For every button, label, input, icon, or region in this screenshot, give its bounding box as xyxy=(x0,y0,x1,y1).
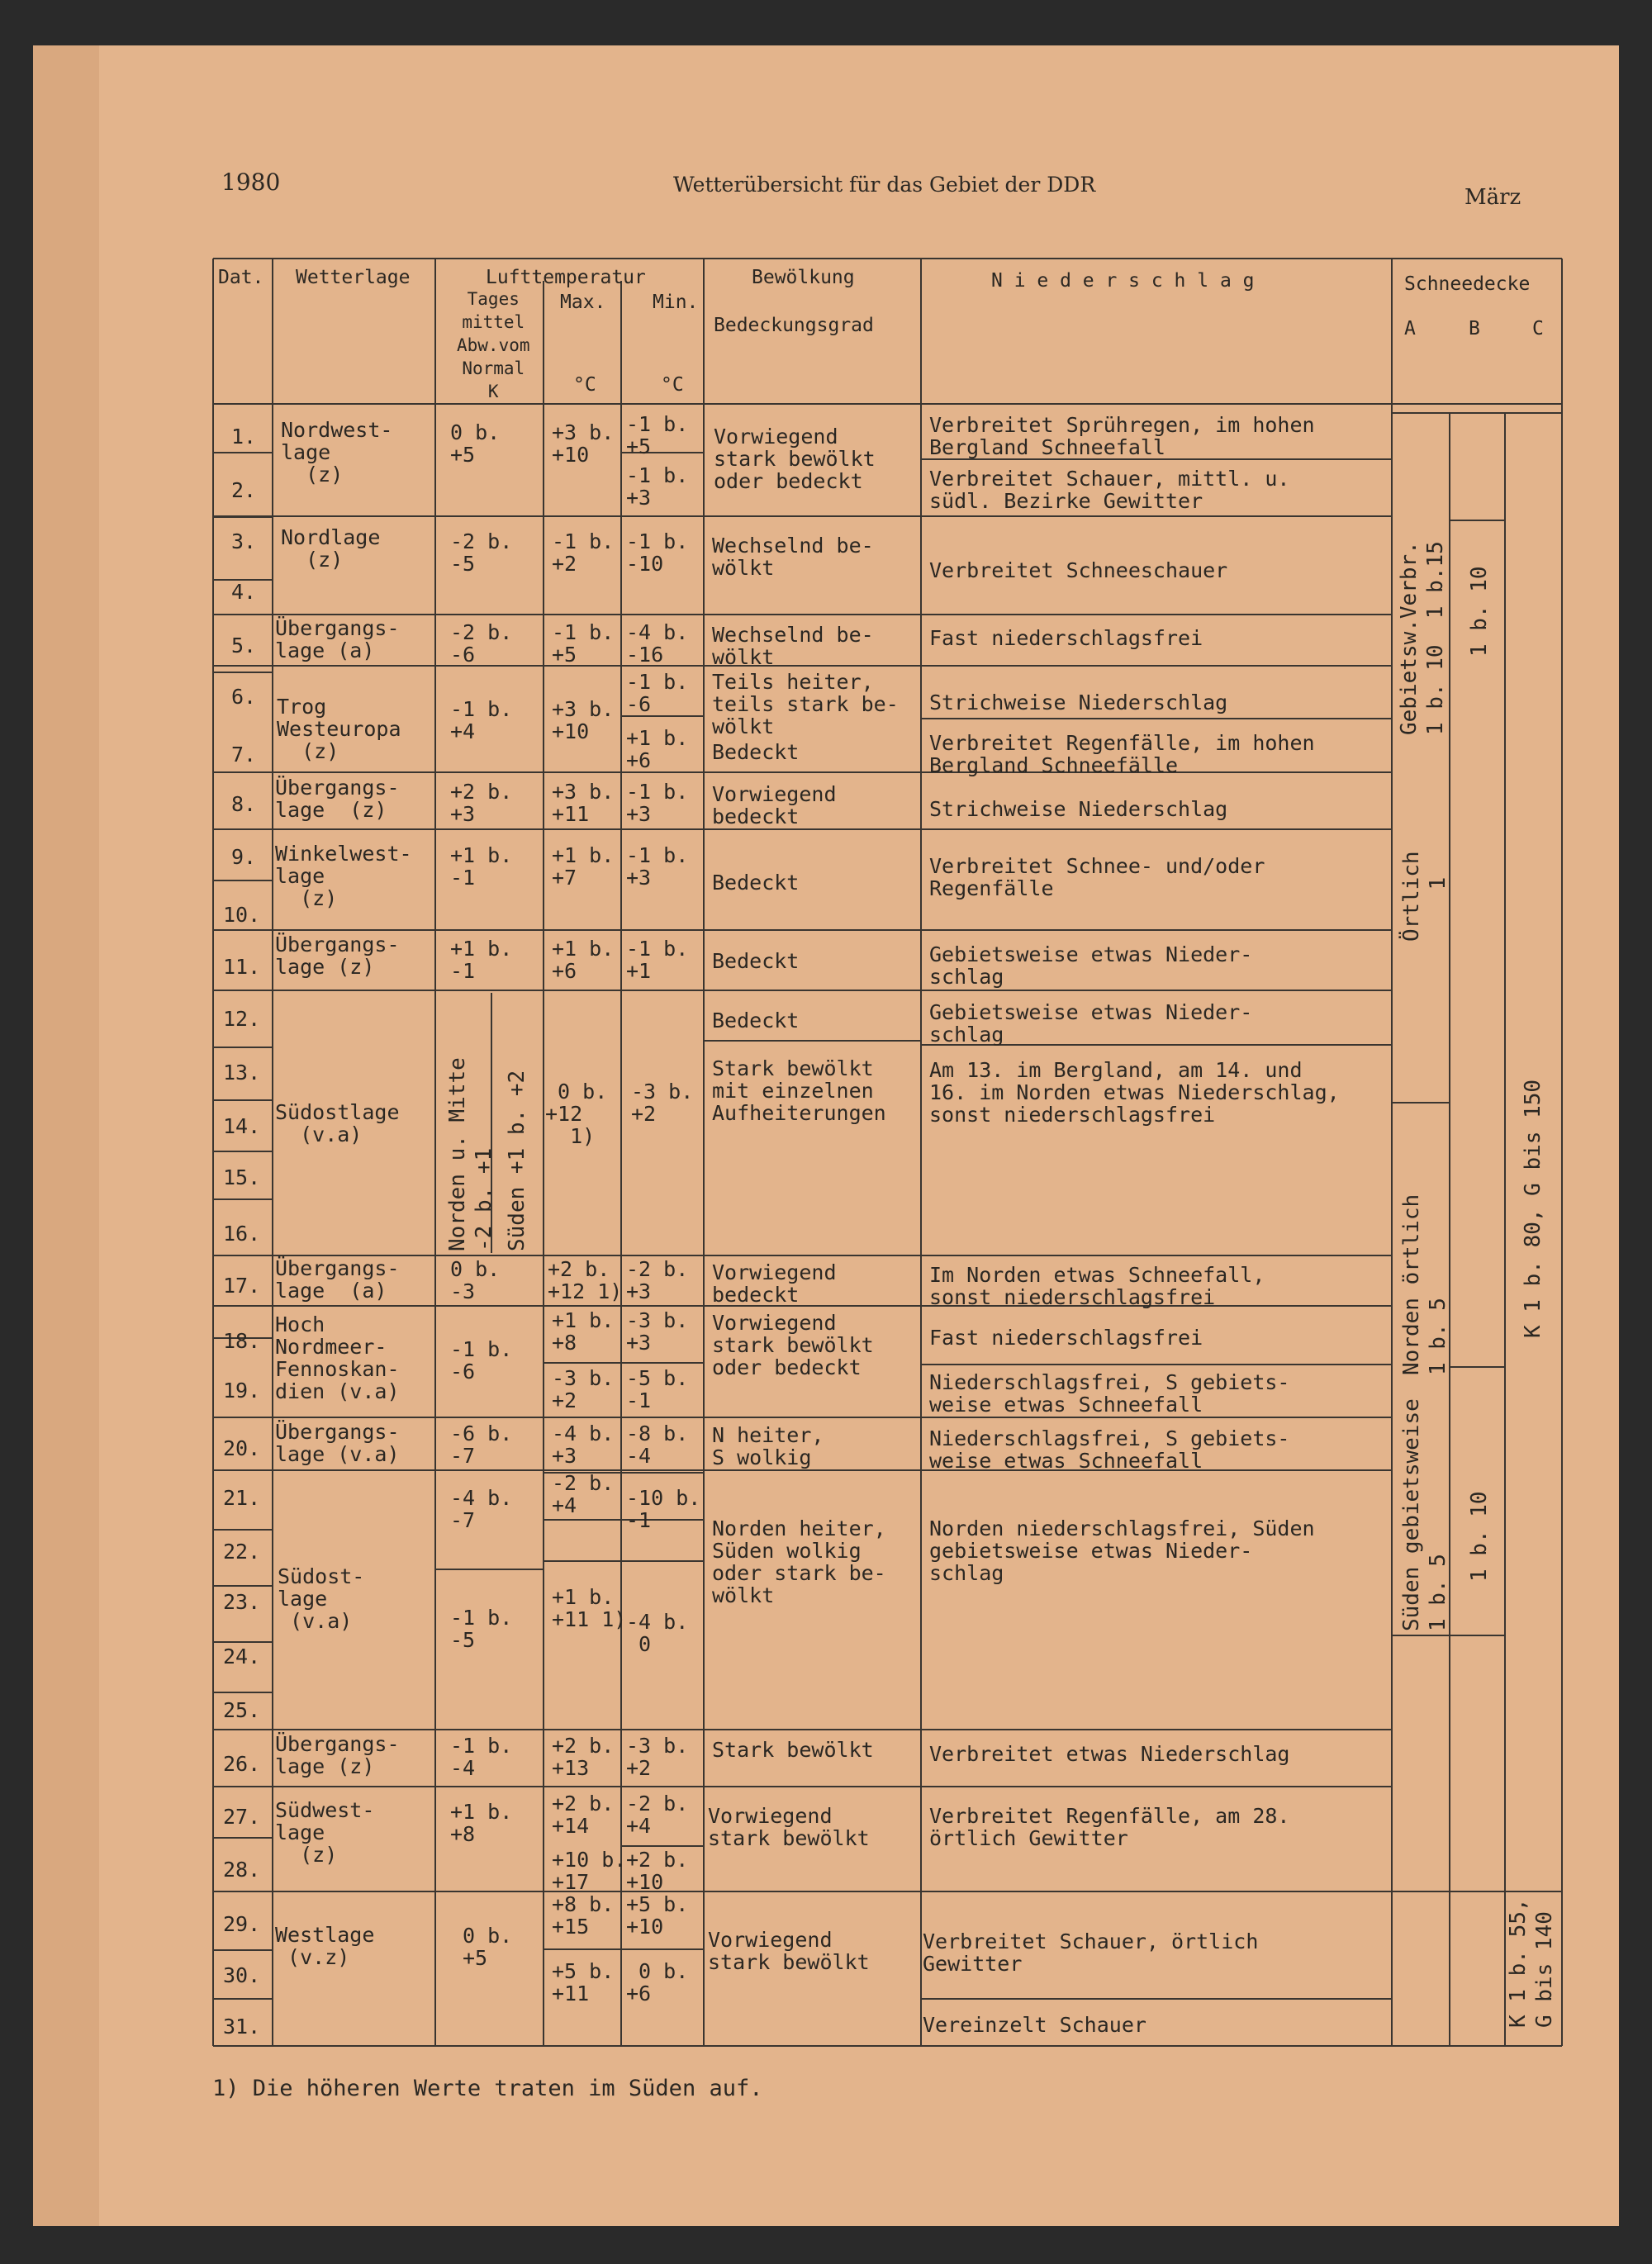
tmin: -2 b. +4 xyxy=(626,1792,689,1838)
tmin: -1 b. +3 xyxy=(626,463,689,510)
date: 21. xyxy=(223,1486,261,1510)
tmax: +5 b. +11 xyxy=(552,1959,615,2005)
niederschlag: Verbreitet Schneeschauer xyxy=(929,558,1228,582)
tmax: 0 b. +12 1) xyxy=(545,1080,608,1148)
tmax: +3 b. +10 xyxy=(552,697,615,743)
col-bewoelkung: Bewölkung xyxy=(752,267,855,288)
date: 10. xyxy=(223,903,261,927)
wetterlage: Hoch Nordmeer- Fennoskan- dien (v.a) xyxy=(275,1312,400,1403)
unit-max: °C xyxy=(573,374,596,396)
col-max: Max. xyxy=(560,292,606,313)
tmax: +10 b. +17 xyxy=(552,1848,627,1894)
date: 3. xyxy=(231,529,257,553)
date: 12. xyxy=(223,1007,261,1031)
tmax: +3 b. +10 xyxy=(552,420,615,467)
tmin: -3 b. +2 xyxy=(626,1734,689,1780)
tmin: +5 b. +10 xyxy=(626,1892,689,1939)
date: 30. xyxy=(223,1963,261,1987)
tagesmittel-rotated: Süden +1 b. +2 xyxy=(505,1070,529,1251)
tmin: -5 b. -1 xyxy=(626,1366,689,1412)
date: 1. xyxy=(231,425,257,449)
niederschlag: Im Norden etwas Schneefall, sonst niederschlagsfrei xyxy=(929,1263,1265,1309)
wetterlage: Nordlage (z) xyxy=(281,525,381,572)
tmax: +2 b. +12 1) xyxy=(548,1257,623,1303)
date: 9. xyxy=(231,845,257,869)
tagesmittel: 0 b. +5 xyxy=(463,1924,513,1970)
bewoelkung: N heiter, S wolkig xyxy=(712,1423,824,1469)
niederschlag: Niederschlagsfrei, S gebiets- weise etwas Schneefall xyxy=(929,1426,1290,1473)
unit-min: °C xyxy=(661,374,684,396)
date: 4. xyxy=(231,580,257,604)
date: 27. xyxy=(223,1805,261,1829)
date: 28. xyxy=(223,1858,261,1882)
bewoelkung: Vorwiegend bedeckt xyxy=(712,782,837,828)
tmax: -1 b. +5 xyxy=(552,620,615,667)
tmin: -10 b. -1 xyxy=(626,1486,701,1532)
schnee-b: 1 b. 10 xyxy=(1467,1491,1492,1582)
tmax: +2 b. +14 xyxy=(552,1792,615,1838)
tmin: -1 b. -10 xyxy=(626,529,689,576)
date: 16. xyxy=(223,1222,261,1246)
tagesmittel: -1 b. -4 xyxy=(450,1734,513,1780)
year: 1980 xyxy=(221,168,281,196)
tmax: -1 b. +2 xyxy=(552,529,615,576)
tagesmittel: +1 b. +8 xyxy=(450,1800,513,1846)
date: 18. xyxy=(223,1329,261,1353)
schnee-a: Örtlich 1 xyxy=(1399,851,1450,942)
col-min: Min. xyxy=(653,292,699,313)
niederschlag: Am 13. im Bergland, am 14. und 16. im Norden etwas Niederschlag, sonst niederschlagsfrei xyxy=(929,1058,1340,1127)
wetterlage: Übergangs- lage (z) xyxy=(275,1732,400,1778)
bewoelkung: Stark bewölkt mit einzelnen Aufheiterungen xyxy=(712,1056,886,1125)
tagesmittel: -1 b. -6 xyxy=(450,1337,513,1384)
col-bedeckungsgrad: Bedeckungsgrad xyxy=(714,315,874,336)
niederschlag: Strichweise Niederschlag xyxy=(929,797,1228,821)
tmax: -3 b. +2 xyxy=(552,1366,615,1412)
tmin: -3 b. +3 xyxy=(626,1308,689,1355)
col-wetterlage: Wetterlage xyxy=(296,267,411,288)
niederschlag: Verbreitet Schauer, örtlich Gewitter xyxy=(923,1929,1259,1976)
wetterlage: Übergangs- lage (z) xyxy=(275,933,400,979)
niederschlag: Verbreitet etwas Niederschlag xyxy=(929,1742,1290,1766)
bewoelkung: Vorwiegend bedeckt xyxy=(712,1260,837,1307)
date: 15. xyxy=(223,1165,261,1189)
footnote: 1) Die höheren Werte traten im Süden auf. xyxy=(212,2076,763,2101)
niederschlag: Verbreitet Regenfälle, am 28. örtlich Gewitter xyxy=(929,1804,1290,1850)
tagesmittel: +2 b. +3 xyxy=(450,780,513,826)
tagesmittel: -6 b. -7 xyxy=(450,1422,513,1468)
date: 8. xyxy=(231,792,257,816)
tmax: +1 b. +11 1) xyxy=(552,1585,627,1631)
col-b: B xyxy=(1469,318,1480,339)
niederschlag: Gebietsweise etwas Nieder- schlag xyxy=(929,1000,1253,1047)
niederschlag: Strichweise Niederschlag xyxy=(929,691,1228,714)
tagesmittel: +1 b. -1 xyxy=(450,937,513,983)
col-tagesmittel: Tages mittel Abw.vom Normal K xyxy=(457,289,530,401)
date: 14. xyxy=(223,1114,261,1138)
bewoelkung: Bedeckt xyxy=(712,871,800,895)
niederschlag: Verbreitet Regenfälle, im hohen Bergland Schneefälle xyxy=(929,731,1315,777)
bewoelkung: Bedeckt xyxy=(712,1009,800,1032)
niederschlag: Fast niederschlagsfrei xyxy=(929,1326,1203,1350)
tagesmittel: -1 b. +4 xyxy=(450,697,513,743)
bewoelkung: Wechselnd be- wölkt xyxy=(712,534,874,580)
tmax: +1 b. +8 xyxy=(552,1308,615,1355)
tagesmittel: 0 b. +5 xyxy=(450,420,501,467)
tagesmittel: 0 b. -3 xyxy=(450,1257,501,1303)
col-lufttemperatur: Lufttemperatur xyxy=(486,267,646,288)
tmin: -2 b. +3 xyxy=(626,1257,689,1303)
tmin: -3 b. +2 xyxy=(631,1080,694,1126)
niederschlag: Gebietsweise etwas Nieder- schlag xyxy=(929,942,1253,989)
date: 25. xyxy=(223,1698,261,1722)
wetterlage: Westlage (v.z) xyxy=(275,1923,375,1969)
bewoelkung: Wechselnd be- wölkt xyxy=(712,623,874,669)
tagesmittel: -1 b. -5 xyxy=(450,1606,513,1652)
wetterlage: Übergangs- lage (z) xyxy=(275,776,400,822)
bewoelkung: Vorwiegend stark bewölkt oder bedeckt xyxy=(714,425,876,493)
date: 7. xyxy=(231,743,257,767)
niederschlag: Vereinzelt Schauer xyxy=(923,2013,1146,2037)
month: März xyxy=(1464,185,1521,210)
schnee-c: K 1 b. 80, G bis 150 xyxy=(1521,1079,1545,1338)
bewoelkung: Teils heiter, teils stark be- wölkt xyxy=(712,670,899,738)
tagesmittel: +1 b. -1 xyxy=(450,843,513,890)
tmin: -4 b. -16 xyxy=(626,620,689,667)
bewoelkung: Vorwiegend stark bewölkt oder bedeckt xyxy=(712,1311,874,1379)
bewoelkung: Norden heiter, Süden wolkig oder stark be- wölkt xyxy=(712,1516,886,1607)
date: 6. xyxy=(231,685,257,709)
tmin: -1 b. +3 xyxy=(626,843,689,890)
schnee-a: Norden örtlich 1 b. 5 xyxy=(1399,1194,1450,1375)
wetterlage: Nordwest- lage (z) xyxy=(281,418,393,486)
tmax: -4 b. +3 xyxy=(552,1422,615,1468)
date: 29. xyxy=(223,1912,261,1936)
date: 13. xyxy=(223,1061,261,1085)
wetterlage: Südwest- lage (z) xyxy=(275,1798,375,1867)
niederschlag: Verbreitet Sprühregen, im hohen Bergland Schneefall xyxy=(929,413,1315,459)
tmin: -1 b. +3 xyxy=(626,780,689,826)
niederschlag: Niederschlagsfrei, S gebiets- weise etwas Schneefall xyxy=(929,1370,1290,1417)
col-c: C xyxy=(1532,318,1544,339)
wetterlage: Trog Westeuropa (z) xyxy=(277,695,401,763)
tmax: +3 b. +11 xyxy=(552,780,615,826)
date: 31. xyxy=(223,2015,261,2039)
tagesmittel: -2 b. -5 xyxy=(450,529,513,576)
date: 5. xyxy=(231,634,257,657)
page-title: Wetterübersicht für das Gebiet der DDR xyxy=(673,173,1096,197)
bewoelkung: Vorwiegend stark bewölkt xyxy=(708,1804,870,1850)
tmin: +1 b. +6 xyxy=(626,726,689,772)
col-dat: Dat. xyxy=(218,267,264,288)
tmin: -8 b. -4 xyxy=(626,1422,689,1468)
date: 26. xyxy=(223,1752,261,1776)
schnee-a: Gebietsw.Verbr. 1 b. 10 1 b.15 xyxy=(1397,541,1448,735)
tmax: +1 b. +7 xyxy=(552,843,615,890)
tmin: -1 b. +1 xyxy=(626,937,689,983)
tmin: +2 b. +10 xyxy=(626,1848,689,1894)
tagesmittel-rotated: Norden u. Mitte -2 b. +1 xyxy=(445,1057,496,1251)
date: 2. xyxy=(231,478,257,502)
niederschlag: Norden niederschlagsfrei, Süden gebietsweise etwas Nieder- schlag xyxy=(929,1516,1315,1585)
wetterlage: Übergangs- lage (v.a) xyxy=(275,1420,400,1466)
date: 24. xyxy=(223,1645,261,1668)
date: 19. xyxy=(223,1379,261,1403)
schnee-b: 1 b. 10 xyxy=(1467,566,1492,657)
bewoelkung: Bedeckt xyxy=(712,740,800,764)
date: 22. xyxy=(223,1540,261,1564)
tmin: -1 b. +5 xyxy=(626,412,689,458)
tmin: -1 b. -6 xyxy=(626,670,689,716)
date: 23. xyxy=(223,1590,261,1614)
col-niederschlag: N i e d e r s c h l a g xyxy=(991,270,1255,292)
date: 17. xyxy=(223,1274,261,1298)
tagesmittel: -4 b. -7 xyxy=(450,1486,513,1532)
wetterlage: Südost- lage (v.a) xyxy=(278,1564,365,1633)
wetterlage: Übergangs- lage (a) xyxy=(275,1256,400,1303)
schnee-a: Süden gebietsweise 1 b. 5 xyxy=(1399,1398,1450,1631)
tmax: +2 b. +13 xyxy=(552,1734,615,1780)
date: 20. xyxy=(223,1436,261,1460)
col-a: A xyxy=(1404,318,1416,339)
date: 11. xyxy=(223,955,261,979)
tagesmittel: -2 b. -6 xyxy=(450,620,513,667)
tmax: +8 b. +15 xyxy=(552,1892,615,1939)
tmin: -4 b. 0 xyxy=(626,1610,689,1656)
wetterlage: Übergangs- lage (a) xyxy=(275,616,400,662)
tmin: 0 b. +6 xyxy=(626,1959,689,2005)
bewoelkung: Stark bewölkt xyxy=(712,1738,874,1762)
niederschlag: Verbreitet Schauer, mittl. u. südl. Bezirke Gewitter xyxy=(929,467,1290,513)
tmax: -2 b. +4 xyxy=(552,1471,615,1517)
col-schneedecke: Schneedecke xyxy=(1404,273,1531,295)
bewoelkung: Vorwiegend stark bewölkt xyxy=(708,1928,870,1974)
tmax: +1 b. +6 xyxy=(552,937,615,983)
niederschlag: Verbreitet Schnee- und/oder Regenfälle xyxy=(929,854,1265,900)
schnee-c: K 1 b. 55, G bis 140 xyxy=(1506,1898,1557,2028)
wetterlage: Winkelwest- lage (z) xyxy=(275,842,412,910)
wetterlage: Südostlage (v.a) xyxy=(275,1100,400,1146)
niederschlag: Fast niederschlagsfrei xyxy=(929,626,1203,650)
bewoelkung: Bedeckt xyxy=(712,949,800,973)
